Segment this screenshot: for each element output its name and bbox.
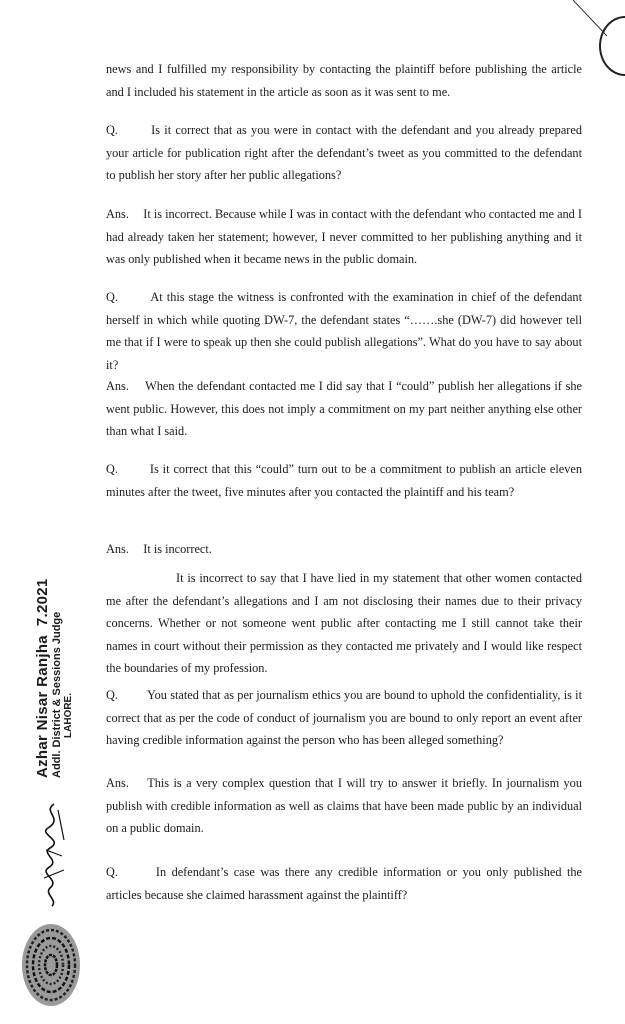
question-label: Q. [106, 462, 118, 476]
question-label: Q. [106, 688, 118, 702]
answer-continuation-paragraph: It is incorrect to say that I have lied in my statement that other women contacted me after the defendant’s allegations and I am not disclosing their names due to their privacy concerns. Whether or not someone went public after contacting me I still cannot take their names in court without their permission as they contacted me privately and I would like respect the boundaries of my profession. [106, 571, 582, 675]
judge-stamp [34, 548, 96, 778]
answer-text: It is incorrect. [143, 542, 212, 556]
stamp-name: Azhar Nisar Ranjha 7.2021 [34, 578, 51, 778]
paragraph-continuation: news and I fulfilled my responsibility by contacting the plaintiff before publishing the article and I included his statement in the article as soon as it was sent to me. [106, 62, 582, 99]
thumbprint-icon [18, 920, 84, 1010]
question-label: Q. [106, 865, 118, 879]
signature [34, 800, 74, 910]
answer-paragraph [106, 375, 582, 443]
question-text: Is it correct that this “could” turn out to be a commitment to publish an article eleven minutes after the tweet, five minutes after you contacted the plaintiff and his team? [106, 462, 582, 499]
question-paragraph [106, 286, 582, 376]
answer-label: Ans. [106, 379, 129, 393]
answer-label: Ans. [106, 207, 129, 221]
question-paragraph [106, 458, 582, 503]
question-label: Q. [106, 123, 118, 137]
question-text: You stated that as per journalism ethics you are bound to uphold the confidentiality, is it correct that as per the code of conduct of journalism you are bound to only report an event after having credible information against the person who has been alleged something? [106, 688, 582, 747]
stamp-city: LAHORE. [63, 693, 74, 738]
question-text: In defendant’s case was there any credible information or you only published the articles because she claimed harassment against the plaintiff? [106, 865, 582, 902]
answer-paragraph [106, 538, 582, 561]
answer-text: It is incorrect. Because while I was in contact with the defendant who contacted me and I had already taken her statement; however, I never committed to her publishing anything and it was only published when it became news in the public domain. [106, 207, 583, 266]
stamp-designation: Addl. District & Sessions Judge [51, 611, 63, 778]
question-text: At this stage the witness is confronted with the examination in chief of the defendant herself in which while quoting DW-7, the defendant states “…….she (DW-7) did however tell me that if I were to speak up then she could publish allegations”. What do you have to say about it? [106, 290, 582, 372]
answer-text: When the defendant contacted me I did say that I “could” publish her allegations if she went public. However, this does not imply a commitment on my part neither anything else other than what I said. [106, 379, 582, 438]
stamp-date: 7.2021 [34, 578, 51, 627]
question-text: Is it correct that as you were in contact with the defendant and you already prepared your article for publication right after the defendant’s tweet as you committed to the defendant to publish her story after her public allegations? [106, 123, 582, 182]
answer-paragraph [106, 772, 582, 840]
question-paragraph [106, 684, 582, 752]
answer-paragraph [106, 203, 582, 271]
question-label: Q. [106, 290, 118, 304]
question-paragraph [106, 861, 582, 906]
answer-text: This is a very complex question that I will try to answer it briefly. In journalism you publish with credible information as well as claims that have been made public by an individual on a public domain. [106, 776, 582, 835]
answer-label: Ans. [106, 542, 129, 556]
question-paragraph [106, 119, 582, 187]
answer-label: Ans. [106, 776, 129, 790]
